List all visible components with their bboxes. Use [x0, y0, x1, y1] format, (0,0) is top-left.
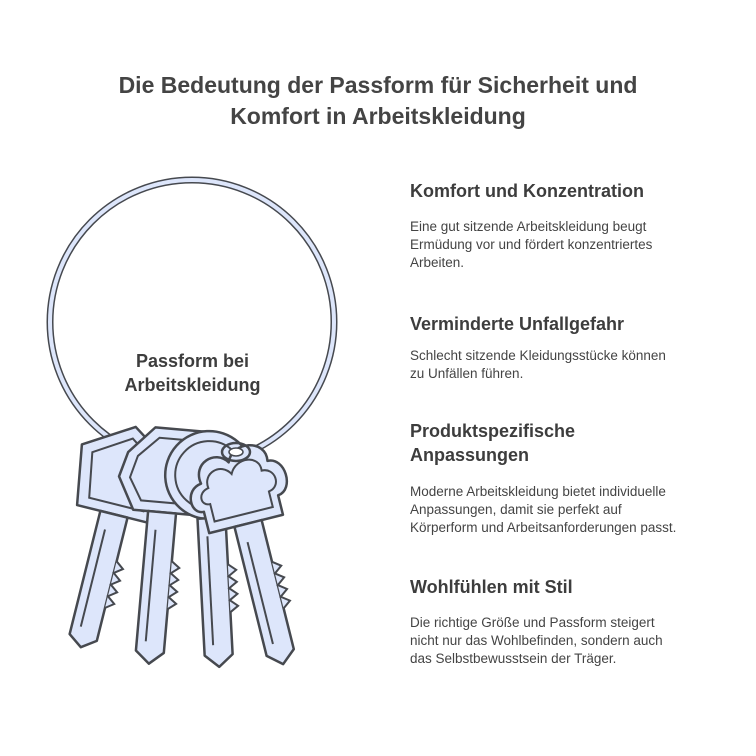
- title-line-2: Komfort in Arbeitskleidung: [230, 103, 526, 129]
- center-label-line-2: Arbeitskleidung: [124, 375, 261, 395]
- center-label-line-1: Passform bei: [135, 351, 250, 371]
- title-line-1: Die Bedeutung der Passform für Sicherheit und: [118, 72, 638, 98]
- item-anpassungen: [410, 419, 720, 537]
- heading-line: Verminderte Unfallgefahr: [410, 314, 625, 334]
- item-heading: [410, 419, 720, 467]
- heading-line: Wohlfühlen mit Stil: [410, 577, 573, 597]
- center-label: [70, 349, 315, 397]
- description-line: nicht nur das Wohlbefinden, sondern auch: [410, 633, 663, 648]
- description-line: das Selbstbewusstsein der Träger.: [410, 651, 617, 666]
- description-line: Arbeiten.: [410, 255, 465, 270]
- item-komfort: [410, 179, 720, 272]
- link-ring: [229, 448, 243, 456]
- item-unfallgefahr: [410, 312, 720, 383]
- item-description: [410, 483, 720, 537]
- keyring-svg: [40, 170, 370, 690]
- description-line: Moderne Arbeitskleidung bietet individuelle: [410, 484, 666, 499]
- item-stil: [410, 575, 720, 668]
- description-line: Ermüdung vor und fördert konzentriertes: [410, 237, 653, 252]
- description-line: Schlecht sitzende Kleidungsstücke können: [410, 348, 666, 363]
- item-heading: [410, 179, 720, 203]
- description-line: Anpassungen, damit sie perfekt auf: [410, 502, 622, 517]
- item-description: [410, 347, 720, 383]
- description-line: Die richtige Größe und Passform steigert: [410, 615, 655, 630]
- heading-line: Produktspezifische: [410, 421, 576, 441]
- item-heading: [410, 312, 720, 336]
- page-title: [40, 70, 716, 132]
- heading-line: Komfort und Konzentration: [410, 181, 644, 201]
- keyring-illustration: [40, 170, 370, 690]
- heading-line: Anpassungen: [410, 445, 530, 465]
- description-line: Eine gut sitzende Arbeitskleidung beugt: [410, 219, 647, 234]
- description-line: zu Unfällen führen.: [410, 366, 524, 381]
- item-heading: [410, 575, 720, 599]
- key-ring-inner: [50, 180, 334, 464]
- item-description: [410, 614, 720, 668]
- description-line: Körperform und Arbeitsanforderungen passt.: [410, 520, 677, 535]
- item-description: [410, 218, 720, 272]
